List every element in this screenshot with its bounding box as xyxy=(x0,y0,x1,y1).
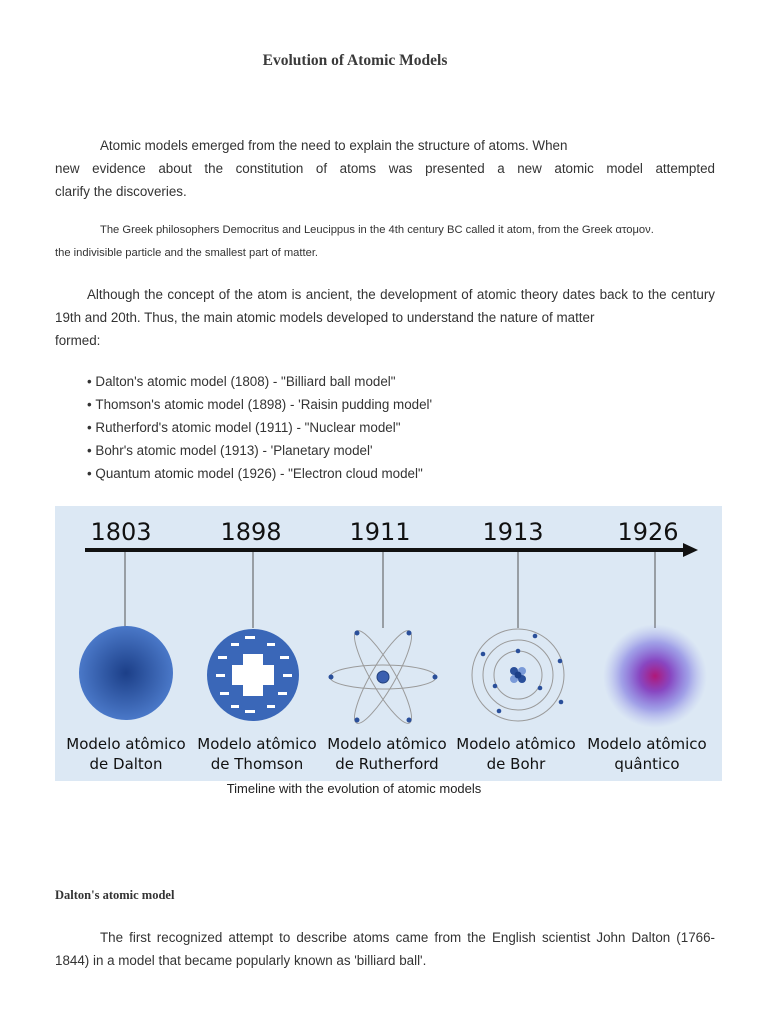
list-item: • Rutherford's atomic model (1911) - "Nuclear model" xyxy=(87,416,432,439)
model-label: de Dalton xyxy=(89,755,163,773)
year-label: 1913 xyxy=(482,518,544,546)
model-label: de Thomson xyxy=(210,755,304,773)
thomson-atom-icon xyxy=(207,629,299,721)
figure-caption: Timeline with the evolution of atomic models xyxy=(226,781,482,796)
model-label: Modelo atômico xyxy=(587,735,707,753)
year-label: 1803 xyxy=(90,518,152,546)
model-label: de Rutherford xyxy=(335,755,439,773)
models-list xyxy=(87,370,432,485)
list-item: • Bohr's atomic model (1913) - 'Planetary model' xyxy=(87,439,432,462)
list-item: • Thomson's atomic model (1898) - 'Raisin pudding model' xyxy=(87,393,432,416)
model-label: quântico xyxy=(614,755,680,773)
text-line: Atomic models emerged from the need to explain the structure of atoms. When xyxy=(100,138,568,153)
text-line: Although the concept of the atom is ancient, the development of atomic theory dates back to the century xyxy=(87,287,715,302)
model-label: de Bohr xyxy=(486,755,546,773)
text-line: formed: xyxy=(55,333,101,348)
dalton-paragraph xyxy=(55,926,715,972)
intro-paragraph xyxy=(55,134,715,203)
text-line: 1844) in a model that became popularly known as 'billiard ball'. xyxy=(55,953,427,968)
model-label: Modelo atômico xyxy=(327,735,447,753)
text-line: the indivisible particle and the smallest part of matter. xyxy=(55,247,319,259)
list-item: • Quantum atomic model (1926) - "Electron cloud model" xyxy=(87,462,432,485)
text-line: new evidence about the constitution of atoms was presented a new atomic model attempted xyxy=(55,161,715,176)
greek-paragraph xyxy=(55,219,715,265)
text-line: The Greek philosophers Democritus and Leucippus in the 4th century BC called it atom, from the Greek ατομον. xyxy=(100,224,654,236)
text-line: The first recognized attempt to describe atoms came from the English scientist John Dalton (1766- xyxy=(100,930,715,945)
model-label: Modelo atômico xyxy=(66,735,186,753)
year-label: 1926 xyxy=(617,518,679,546)
text-line: 19th and 20th. Thus, the main atomic models developed to understand the nature of matter xyxy=(55,310,595,325)
arrow-head-icon xyxy=(683,543,698,557)
year-label: 1911 xyxy=(349,518,411,546)
model-label: Modelo atômico xyxy=(456,735,576,753)
rutherford-atom-icon xyxy=(329,625,438,729)
dalton-atom-icon xyxy=(79,626,173,720)
page-title: Evolution of Atomic Models xyxy=(262,52,448,69)
model-label: Modelo atômico xyxy=(197,735,317,753)
timeline-svg xyxy=(55,506,722,781)
timeline-figure xyxy=(55,506,722,781)
list-item: • Dalton's atomic model (1808) - "Billiard ball model" xyxy=(87,370,432,393)
year-label: 1898 xyxy=(220,518,282,546)
quantum-cloud-icon xyxy=(603,624,707,728)
bohr-atom-icon xyxy=(472,629,564,721)
concept-paragraph xyxy=(55,283,715,352)
section-heading: Dalton's atomic model xyxy=(55,888,175,902)
text-line: clarify the discoveries. xyxy=(55,184,187,199)
